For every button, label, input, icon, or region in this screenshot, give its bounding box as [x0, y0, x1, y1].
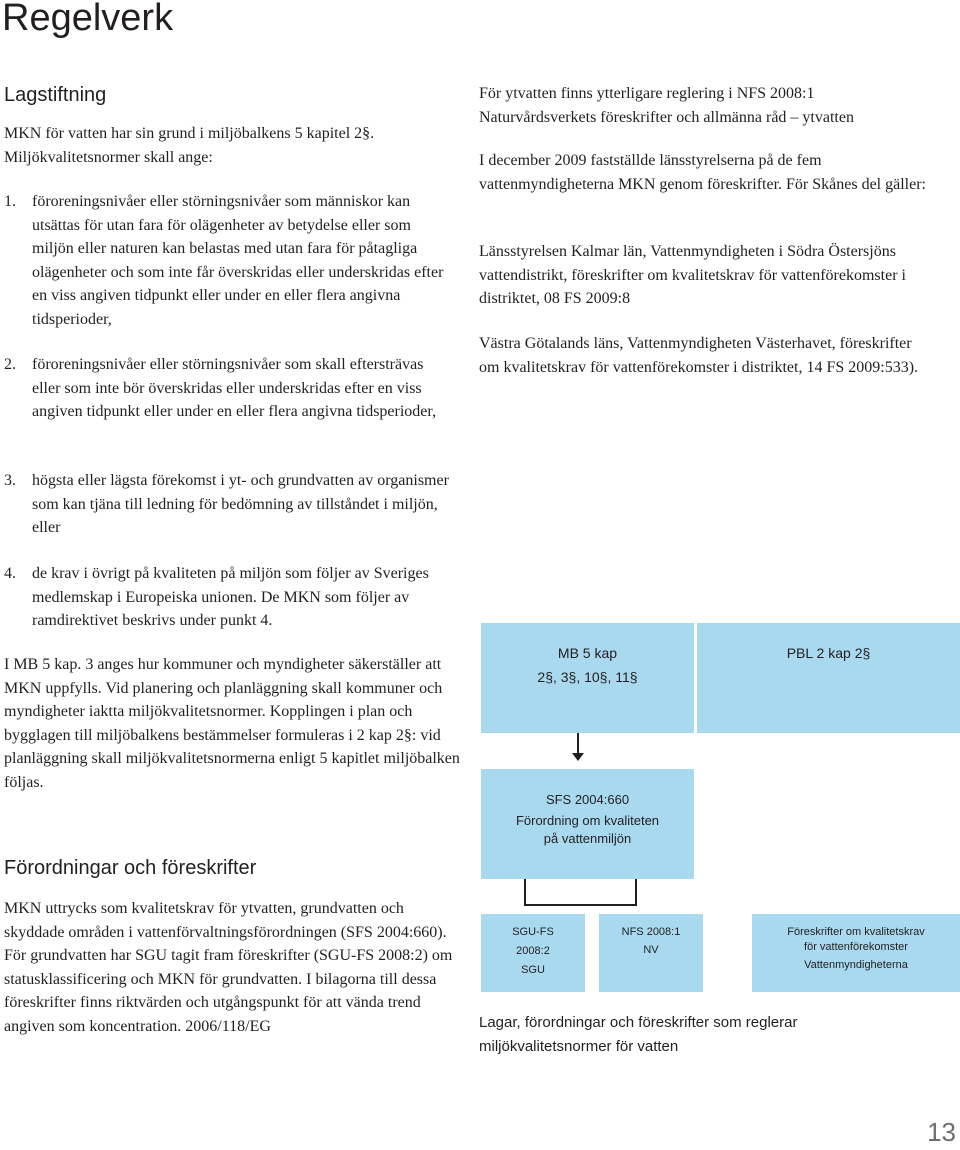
- list-number: 3.: [4, 472, 16, 489]
- connector-line: [524, 879, 526, 906]
- arrow-down-icon: [572, 753, 584, 761]
- vattenmyndigheterna-box: [752, 914, 960, 992]
- pbl-2-kap-box: [697, 623, 960, 733]
- list-item-4: [4, 562, 454, 633]
- list-text: högsta eller lägsta förekomst i yt- och grundvatten av organismer som kan tjäna till ledning för bedömning av tillståndet i miljön, eller: [32, 472, 449, 536]
- caption-line-1: Lagar, förordningar och föreskrifter som reglerar: [479, 1014, 798, 1031]
- list-item-1: [4, 190, 454, 331]
- connector-line: [577, 733, 579, 755]
- mb-paragraph: I MB 5 kap. 3 anges hur kommuner och myndigheter säkerställer att MKN uppfylls. Vid planering och planläggning skall kommuner och myndigheter iaktta miljökvalitetsnormer. Kopplingen i plan och bygglagen till miljöbalkens bestämmelser formuleras i 2 kap 2§: vid planläggning skall miljökvalitetsnormerna enligt 5 kapitlet miljöbalken följas.: [4, 656, 460, 791]
- list-number: 1.: [4, 193, 16, 210]
- right-paragraph-4: Västra Götalands läns, Vattenmyndigheten Västerhavet, föreskrifter om kvalitetskrav för vattenförekomster i distriktet, 14 FS 2009:533).: [479, 335, 919, 376]
- sgu-box-line-3: SGU: [521, 964, 545, 976]
- nfs-box-line-1: NFS 2008:1: [621, 926, 681, 938]
- vm-box-line-2: för vattenförekomster: [804, 941, 908, 953]
- list-text: föroreningsnivåer eller störningsnivåer som skall eftersträvas eller som inte bör överskridas eller underskridas efter en viss angiven tidpunkt eller under en eller flera angivna tidsperioder,: [32, 356, 437, 420]
- list-item-2: [4, 353, 454, 424]
- nfs-box-line-2: NV: [643, 944, 659, 956]
- list-item-3: [4, 469, 454, 540]
- intro-line-2: Miljökvalitetsnormer skall ange:: [4, 148, 213, 166]
- forordningar-paragraph: MKN uttrycks som kvalitetskrav för ytvatten, grundvatten och skyddade områden i vattenförvaltningsförordningen (SFS 2004:660). För grundvatten har SGU tagit fram föreskrifter (SGU-FS 2008:2) om statusklassificering och MKN för grundvatten. I bilagorna till dessa föreskrifter finns riktvärden och utgångspunkt för att vända trend angiven som koncentration. 2006/118/EG: [4, 900, 453, 1035]
- right-paragraph-2: I december 2009 fastställde länsstyrelserna på de fem vattenmyndigheterna MKN genom föreskrifter. För Skånes del gäller:: [479, 152, 926, 193]
- vm-box-line-1: Föreskrifter om kvalitetskrav: [787, 926, 925, 938]
- right-paragraph-1: För ytvatten finns ytterligare reglering i NFS 2008:1 Naturvårdsverkets föreskrifter och allmänna råd – ytvatten: [479, 85, 854, 126]
- forordningar-heading: Förordningar och föreskrifter: [4, 857, 257, 879]
- list-number: 2.: [4, 356, 16, 373]
- diagram-caption: [479, 1011, 929, 1059]
- lagstiftning-heading: Lagstiftning: [4, 84, 107, 106]
- list-number: 4.: [4, 565, 16, 582]
- intro-paragraph: [4, 122, 464, 169]
- nfs-2008-1-box: [599, 914, 703, 992]
- sgu-box-line-2: 2008:2: [516, 945, 550, 957]
- sgu-fs-box: [481, 914, 585, 992]
- sfs-box-line-1: SFS 2004:660: [545, 792, 630, 807]
- pbl-box-line-1: PBL 2 kap 2§: [786, 645, 871, 661]
- sgu-box-line-1: SGU-FS: [512, 926, 554, 938]
- connector-line: [635, 879, 637, 906]
- right-paragraph-3: Länsstyrelsen Kalmar län, Vattenmyndigheten i Södra Östersjöns vattendistrikt, föreskrifter om kvalitetskrav för vattenförekomster i distriktet, 08 FS 2009:8: [479, 243, 906, 307]
- list-text: föroreningsnivåer eller störningsnivåer som människor kan utsättas för utan fara för olägenheter av betydelse eller som miljön eller naturen kan belastas med utan fara för påtagliga olägenheter och som inte får överskridas eller underskridas efter en viss angiven tidpunkt eller under en eller flera angivna tidsperioder,: [32, 193, 444, 328]
- connector-line: [524, 904, 637, 906]
- caption-line-2: miljökvalitetsnormer för vatten: [479, 1038, 679, 1055]
- mb-box-line-1: MB 5 kap: [557, 645, 618, 661]
- vm-box-line-3: Vattenmyndigheterna: [804, 959, 908, 971]
- mb-box-line-2: 2§, 3§, 10§, 11§: [537, 669, 638, 685]
- sfs-2004-660-box: [481, 769, 694, 879]
- mb-5-kap-box: [481, 623, 694, 733]
- page-title: Regelverk: [2, 0, 174, 39]
- intro-line-1: MKN för vatten har sin grund i miljöbalkens 5 kapitel 2§.: [4, 125, 375, 142]
- page-number: 13: [927, 1117, 956, 1147]
- list-text: de krav i övrigt på kvaliteten på miljön som följer av Sveriges medlemskap i Europeiska unionen. De MKN som följer av ramdirektivet beskrivs under punkt 4.: [32, 565, 429, 629]
- sfs-box-line-2: Förordning om kvaliteten: [515, 813, 660, 828]
- sfs-box-line-3: på vattenmiljön: [543, 831, 632, 846]
